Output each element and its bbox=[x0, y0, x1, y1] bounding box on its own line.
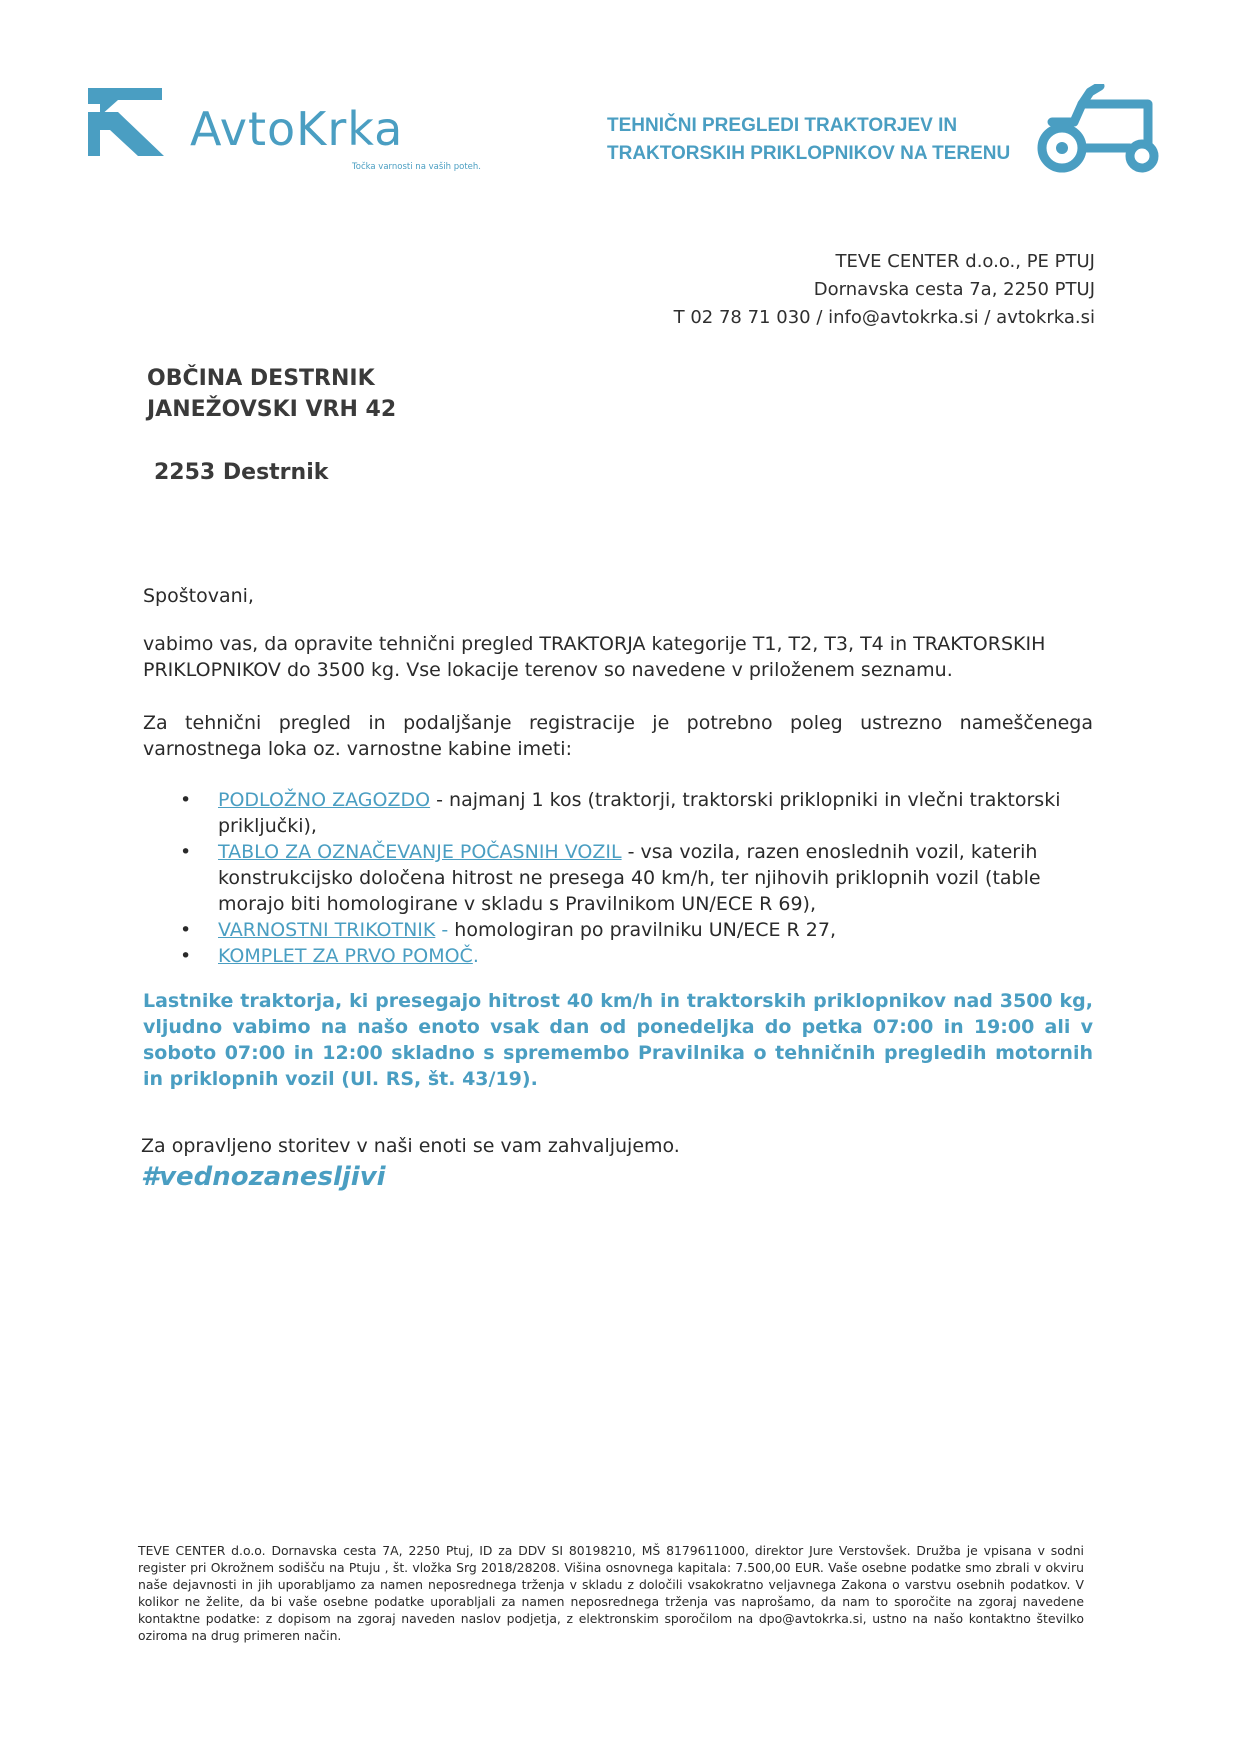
requirement-text: homologiran po pravilniku UN/ECE R 27, bbox=[454, 919, 837, 941]
brand-tagline: Točka varnosti na vaših poteh. bbox=[352, 162, 481, 172]
bullet-icon: • bbox=[180, 919, 192, 941]
closing-thanks: Za opravljeno storitev v naši enoti se vam zahvaljujemo. bbox=[141, 1135, 680, 1157]
brand-k-mark-icon bbox=[88, 86, 170, 158]
bullet-icon: • bbox=[180, 945, 192, 967]
list-item bbox=[180, 839, 1095, 917]
sender-company: TEVE CENTER d.o.o., PE PTUJ bbox=[835, 251, 1095, 272]
sender-block bbox=[560, 248, 1095, 332]
bullet-icon: • bbox=[180, 841, 192, 863]
requirement-link[interactable]: TABLO ZA OZNAČEVANJE POČASNIH VOZIL bbox=[218, 841, 622, 863]
brand-name: AvtoKrka bbox=[190, 102, 404, 156]
sender-address: Dornavska cesta 7a, 2250 PTUJ bbox=[813, 279, 1095, 300]
requirement-separator: - bbox=[430, 789, 450, 811]
legal-footer: TEVE CENTER d.o.o. Dornavska cesta 7A, 2250 Ptuj, ID za DDV SI 80198210, MŠ 8179611000, direktor Jure Verstovšek. Družba je vpisana v sodni register pri Okrožnem sodišču na Ptuju , št. vložka Srg 2018/28208. Višina osnovnega kapitala: 7.500,00 EUR. Vaše osebne podatke smo zbrali v okviru naše dejavnosti in jih uporabljamo za namen neposrednega trženja v skladu z določili vsakokratno veljavnega Zakona o varstvu osebnih podatkov. V kolikor ne želite, da bi vaše osebne podatke uporabljali za namen neposrednega trženja vas naprošamo, da nam to sporočite na zgoraj navedene kontaktne podatke: z dopisom na zgoraj naveden naslov podjetja, z elektronskim sporočilom na dpo@avtokrka.si, ustno na našo kontaktno številko oziroma na drug primeren način. bbox=[138, 1543, 1084, 1643]
requirements-list bbox=[180, 787, 1095, 969]
sender-contact: T 02 78 71 030 / info@avtokrka.si / avtokrka.si bbox=[673, 307, 1095, 328]
requirement-link[interactable]: KOMPLET ZA PRVO POMOČ bbox=[218, 945, 473, 967]
requirement-link[interactable]: PODLOŽNO ZAGOZDO bbox=[218, 789, 431, 811]
paragraph-invitation: vabimo vas, da opravite tehnični pregled TRAKTORJA kategorije T1, T2, T3, T4 in TRAKTORSKIH PRIKLOPNIKOV do 3500 kg. Vse lokacije terenov so navedene v priloženem seznamu. bbox=[143, 633, 1046, 681]
header-title-line1: TEHNIČNI PREGLEDI TRAKTORJEV IN bbox=[607, 115, 958, 136]
requirement-separator: - bbox=[435, 919, 455, 941]
list-item bbox=[180, 943, 1095, 969]
requirement-separator: - bbox=[621, 841, 641, 863]
requirement-separator: . bbox=[472, 945, 479, 967]
notice-paragraph: Lastnike traktorja, ki presegajo hitrost 40 km/h in traktorskih priklopnikov nad 3500 kg, vljudno vabimo na našo enoto vsak dan od ponedeljka do petka 07:00 in 19:00 ali v soboto 07:00 in 12:00 skladno s spremembo Pravilnika o tehničnih pregledih motornih in priklopnih vozil (Ul. RS, št. 43/19). bbox=[143, 990, 1093, 1090]
hashtag-slogan: #vednozanesljivi bbox=[141, 1162, 386, 1192]
paragraph-requirements-intro: Za tehnični pregled in podaljšanje registracije je potrebno poleg ustrezno nameščenega varnostnega loka oz. varnostne kabine imeti: bbox=[143, 712, 1093, 760]
list-item bbox=[180, 917, 1095, 943]
header-title-line2: TRAKTORSKIH PRIKLOPNIKOV NA TERENU bbox=[607, 143, 1011, 164]
list-item bbox=[180, 787, 1095, 839]
requirement-text: najmanj 1 kos (traktorji, traktorski priklopniki in vlečni traktorski priključki), bbox=[218, 789, 1061, 837]
recipient-name: OBČINA DESTRNIK bbox=[147, 366, 375, 391]
bullet-icon: • bbox=[180, 789, 192, 811]
requirement-link[interactable]: VARNOSTNI TRIKOTNIK bbox=[218, 919, 436, 941]
requirement-text: vsa vozila, razen enoslednih vozil, katerih konstrukcijsko določena hitrost ne presega 40 km/h, ter njihovih priklopnih vozil (table morajo biti homologirane v skladu s Pravilnikom UN/ECE R 69), bbox=[218, 841, 1041, 915]
greeting: Spoštovani, bbox=[143, 585, 254, 607]
recipient-street: JANEŽOVSKI VRH 42 bbox=[147, 397, 397, 422]
header-title bbox=[607, 112, 1027, 168]
tractor-icon bbox=[1030, 84, 1162, 176]
recipient-block bbox=[147, 363, 396, 425]
recipient-city: 2253 Destrnik bbox=[154, 460, 329, 485]
